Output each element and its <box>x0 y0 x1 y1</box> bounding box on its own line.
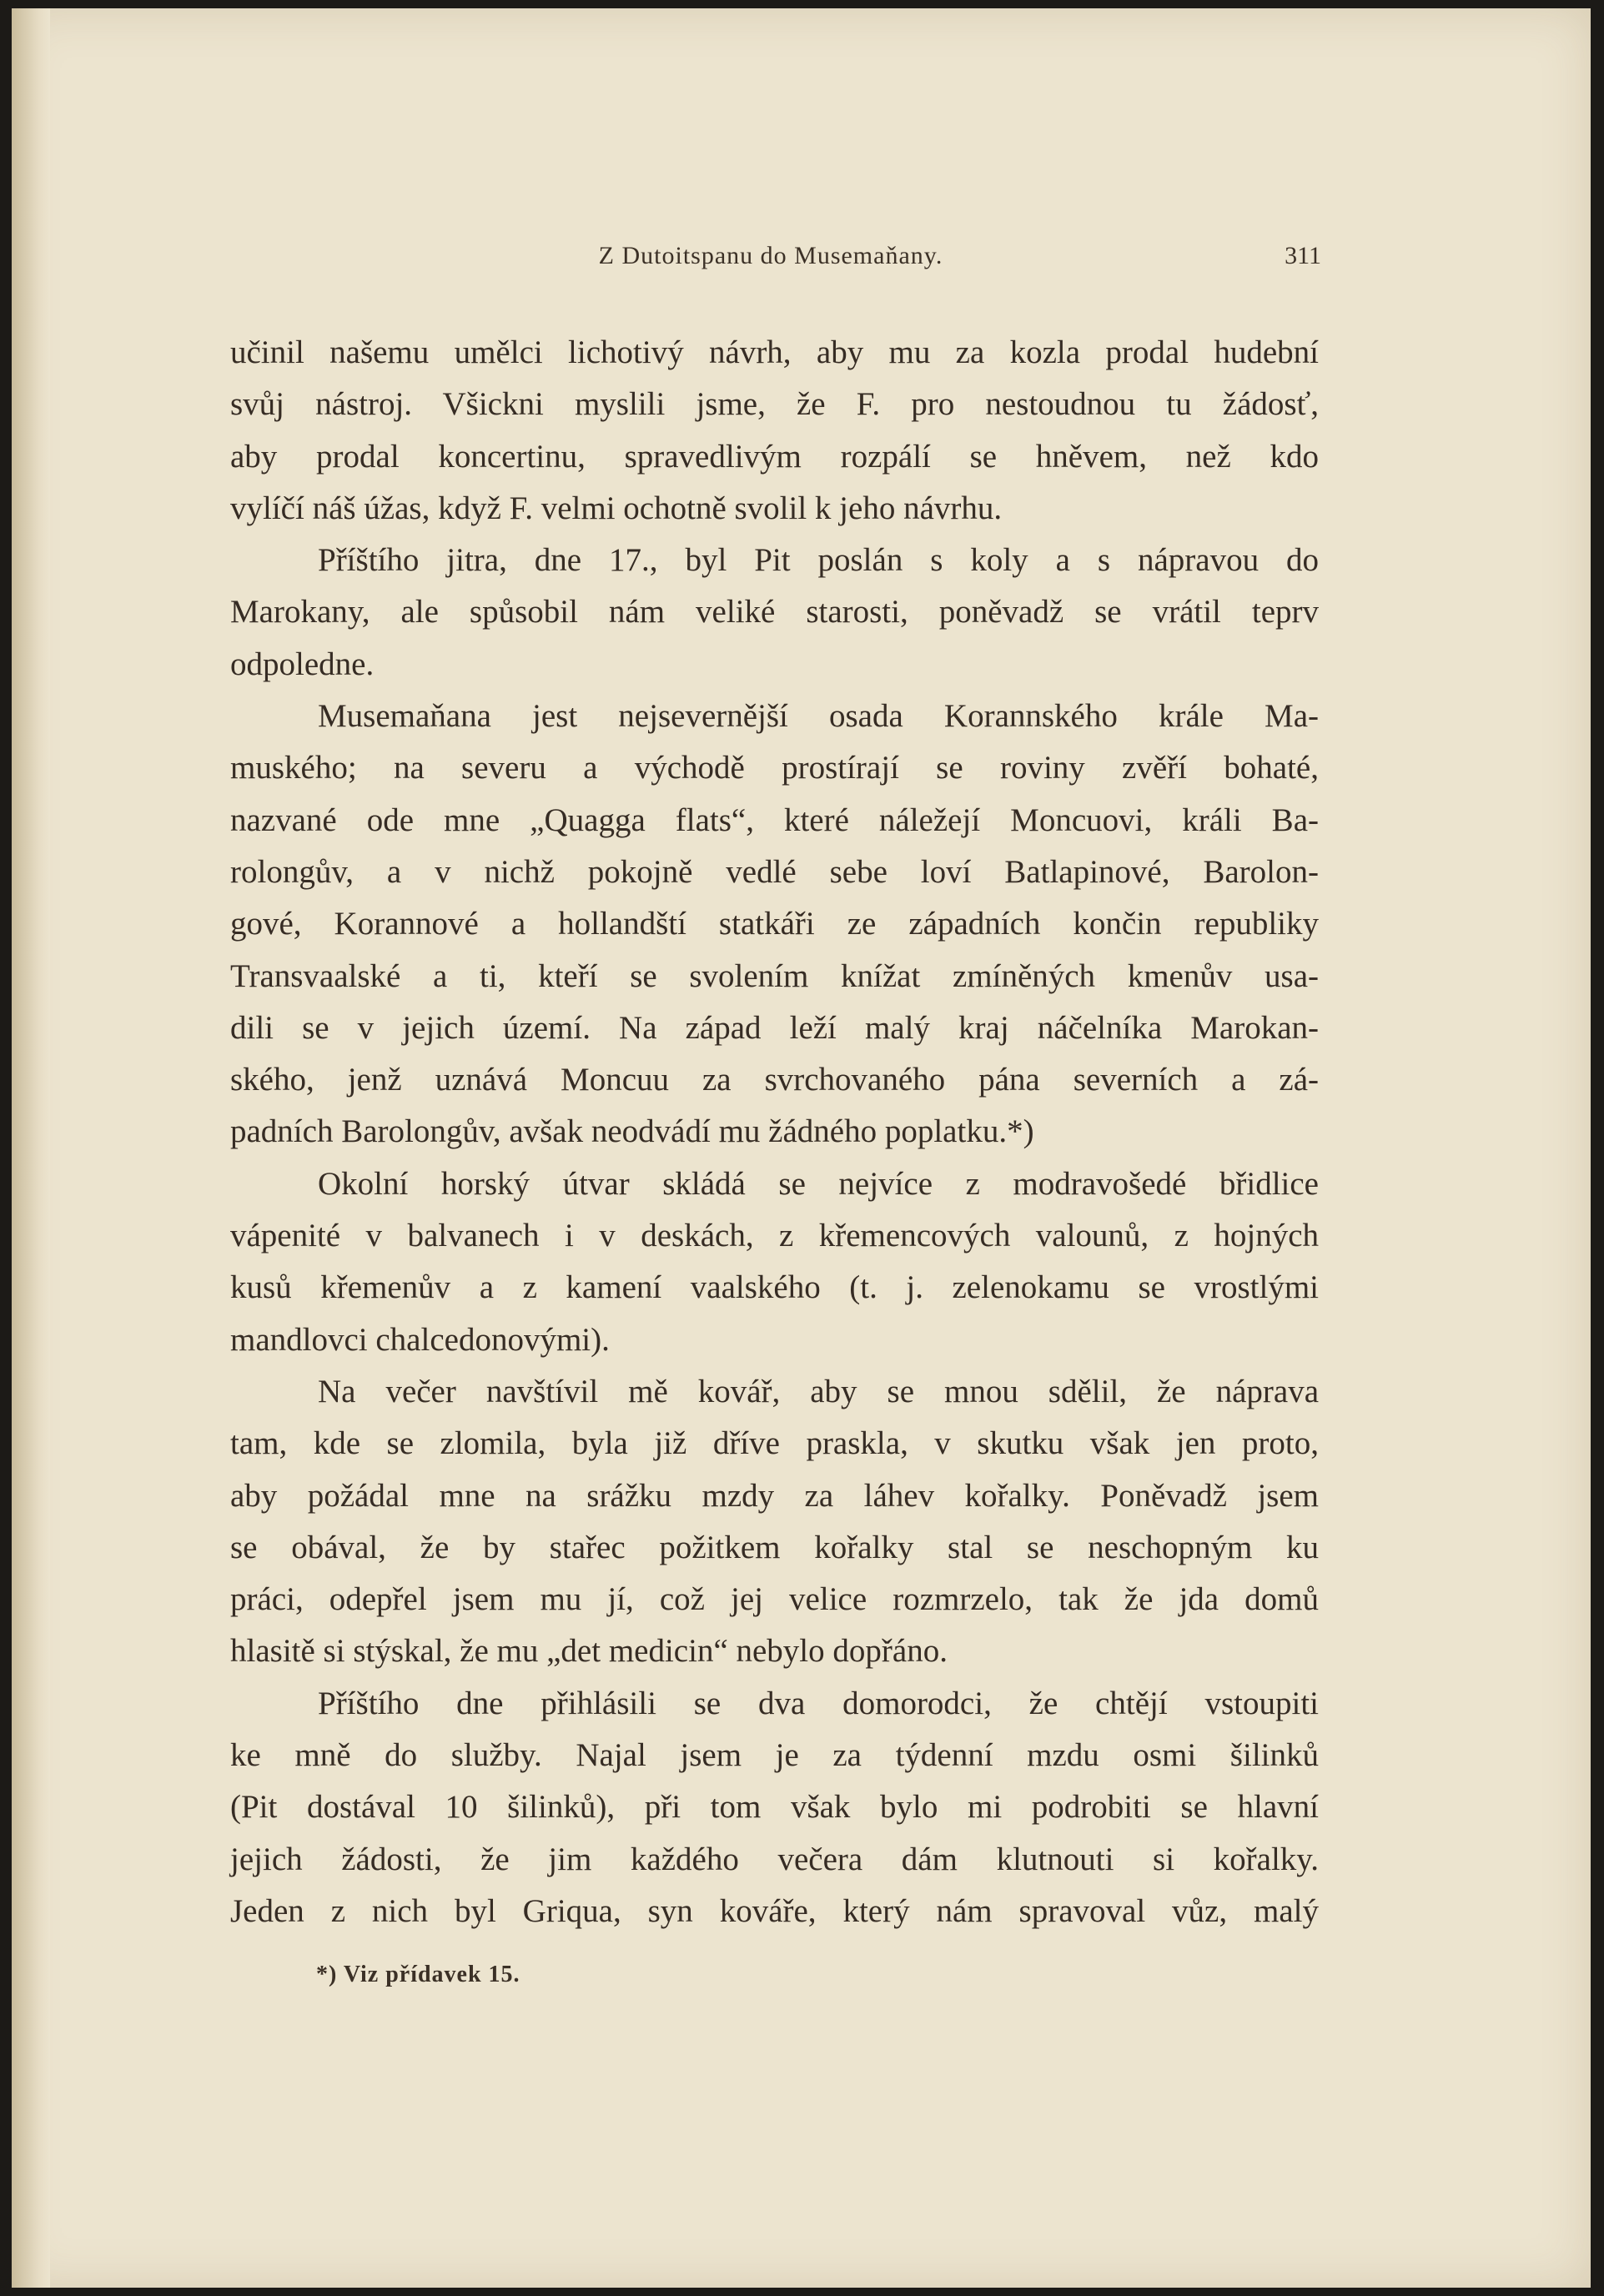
page-gutter <box>12 8 50 2288</box>
text-line: hlasitě si stýskal, že mu „det medicin“ nebylo dopřáno. <box>230 1633 948 1670</box>
text-line: rolongův, a v nichž pokojně vedlé sebe loví Batlapinové, Barolon- <box>230 853 1319 890</box>
text-line: muského; na severu a východě prostírají se roviny zvěří bohaté, <box>230 750 1319 786</box>
text-line: Musemaňana jest nejsevernější osada Korannského krále Ma- <box>318 698 1319 735</box>
running-title: Z Dutoitspanu do Musemaňany. <box>598 242 943 269</box>
text-line: gové, Korannové a hollandští statkáři ze západních končin republiky <box>230 906 1319 942</box>
text-line: ského, jenž uznává Moncuu za svrchovaného pána severních a zá- <box>230 1062 1319 1098</box>
body-text <box>230 327 1319 1937</box>
text-line: (Pit dostával 10 šilinků), při tom však bylo mi podrobiti se hlavní <box>230 1789 1319 1826</box>
text-line: aby prodal koncertinu, spravedlivým rozpálí se hněvem, než kdo <box>230 438 1319 475</box>
page-header <box>220 242 1321 284</box>
text-line: padních Barolongův, avšak neodvádí mu žádného poplatku.*) <box>230 1113 1034 1150</box>
text-line: ke mně do služby. Najal jsem je za týdenní mzdu osmi šilinků <box>230 1737 1319 1774</box>
text-line: práci, odepřel jsem mu jí, což jej velice rozmrzelo, tak že jda domů <box>230 1581 1319 1618</box>
text-line: vylíčí náš úžas, když F. velmi ochotně svolil k jeho návrhu. <box>230 490 1003 526</box>
text-line: Okolní horský útvar skládá se nejvíce z modravošedé břidlice <box>318 1165 1319 1202</box>
page-number: 311 <box>1285 242 1321 269</box>
text-line: nazvané ode mne „Quagga flats“, které náležejí Moncuovi, králi Ba- <box>230 801 1319 838</box>
text-line: dili se v jejich území. Na západ leží malý kraj náčelníka Marokan- <box>230 1009 1319 1046</box>
footnote: *) Viz přídavek 15. <box>316 1962 520 1987</box>
text-line: Marokany, ale spůsobil nám veliké starosti, poněvadž se vrátil teprv <box>230 594 1319 631</box>
text-line: odpoledne. <box>230 646 375 682</box>
text-line: Na večer navštívil mě kovář, aby se mnou sdělil, že náprava <box>318 1373 1319 1409</box>
text-line: Příštího jitra, dne 17., byl Pit poslán s koly a s nápravou do <box>318 542 1319 579</box>
text-line: učinil našemu umělci lichotivý návrh, aby mu za kozla prodal hudební <box>230 334 1319 370</box>
text-line: Jeden z nich byl Griqua, syn kováře, který nám spravoval vůz, malý <box>230 1892 1319 1929</box>
text-line: jejich žádosti, že jim každého večera dám klutnouti si kořalky. <box>230 1841 1319 1877</box>
text-line: aby požádal mne na srážku mzdy za láhev kořalky. Poněvadž jsem <box>230 1477 1319 1514</box>
text-line: se obával, že by stařec požitkem kořalky stal se neschopným ku <box>230 1529 1319 1565</box>
text-line: vápenité v balvanech i v deskách, z křemencových valounů, z hojných <box>230 1218 1319 1254</box>
text-line: mandlovci chalcedonovými). <box>230 1321 610 1358</box>
text-line: Transvaalské a ti, kteří se svolením knížat zmíněných kmenův usa- <box>230 957 1319 994</box>
text-line: Příštího dne přihlásili se dva domorodci, že chtějí vstoupiti <box>318 1685 1319 1721</box>
book-page <box>12 8 1591 2288</box>
text-line: svůj nástroj. Všickni myslili jsme, že F. pro nestoudnou tu žádosť, <box>230 386 1319 423</box>
text-line: tam, kde se zlomila, byla již dříve praskla, v skutku však jen proto, <box>230 1425 1319 1462</box>
text-line: kusů křemenův a z kamení vaalského (t. j. zelenokamu se vrostlými <box>230 1269 1319 1306</box>
